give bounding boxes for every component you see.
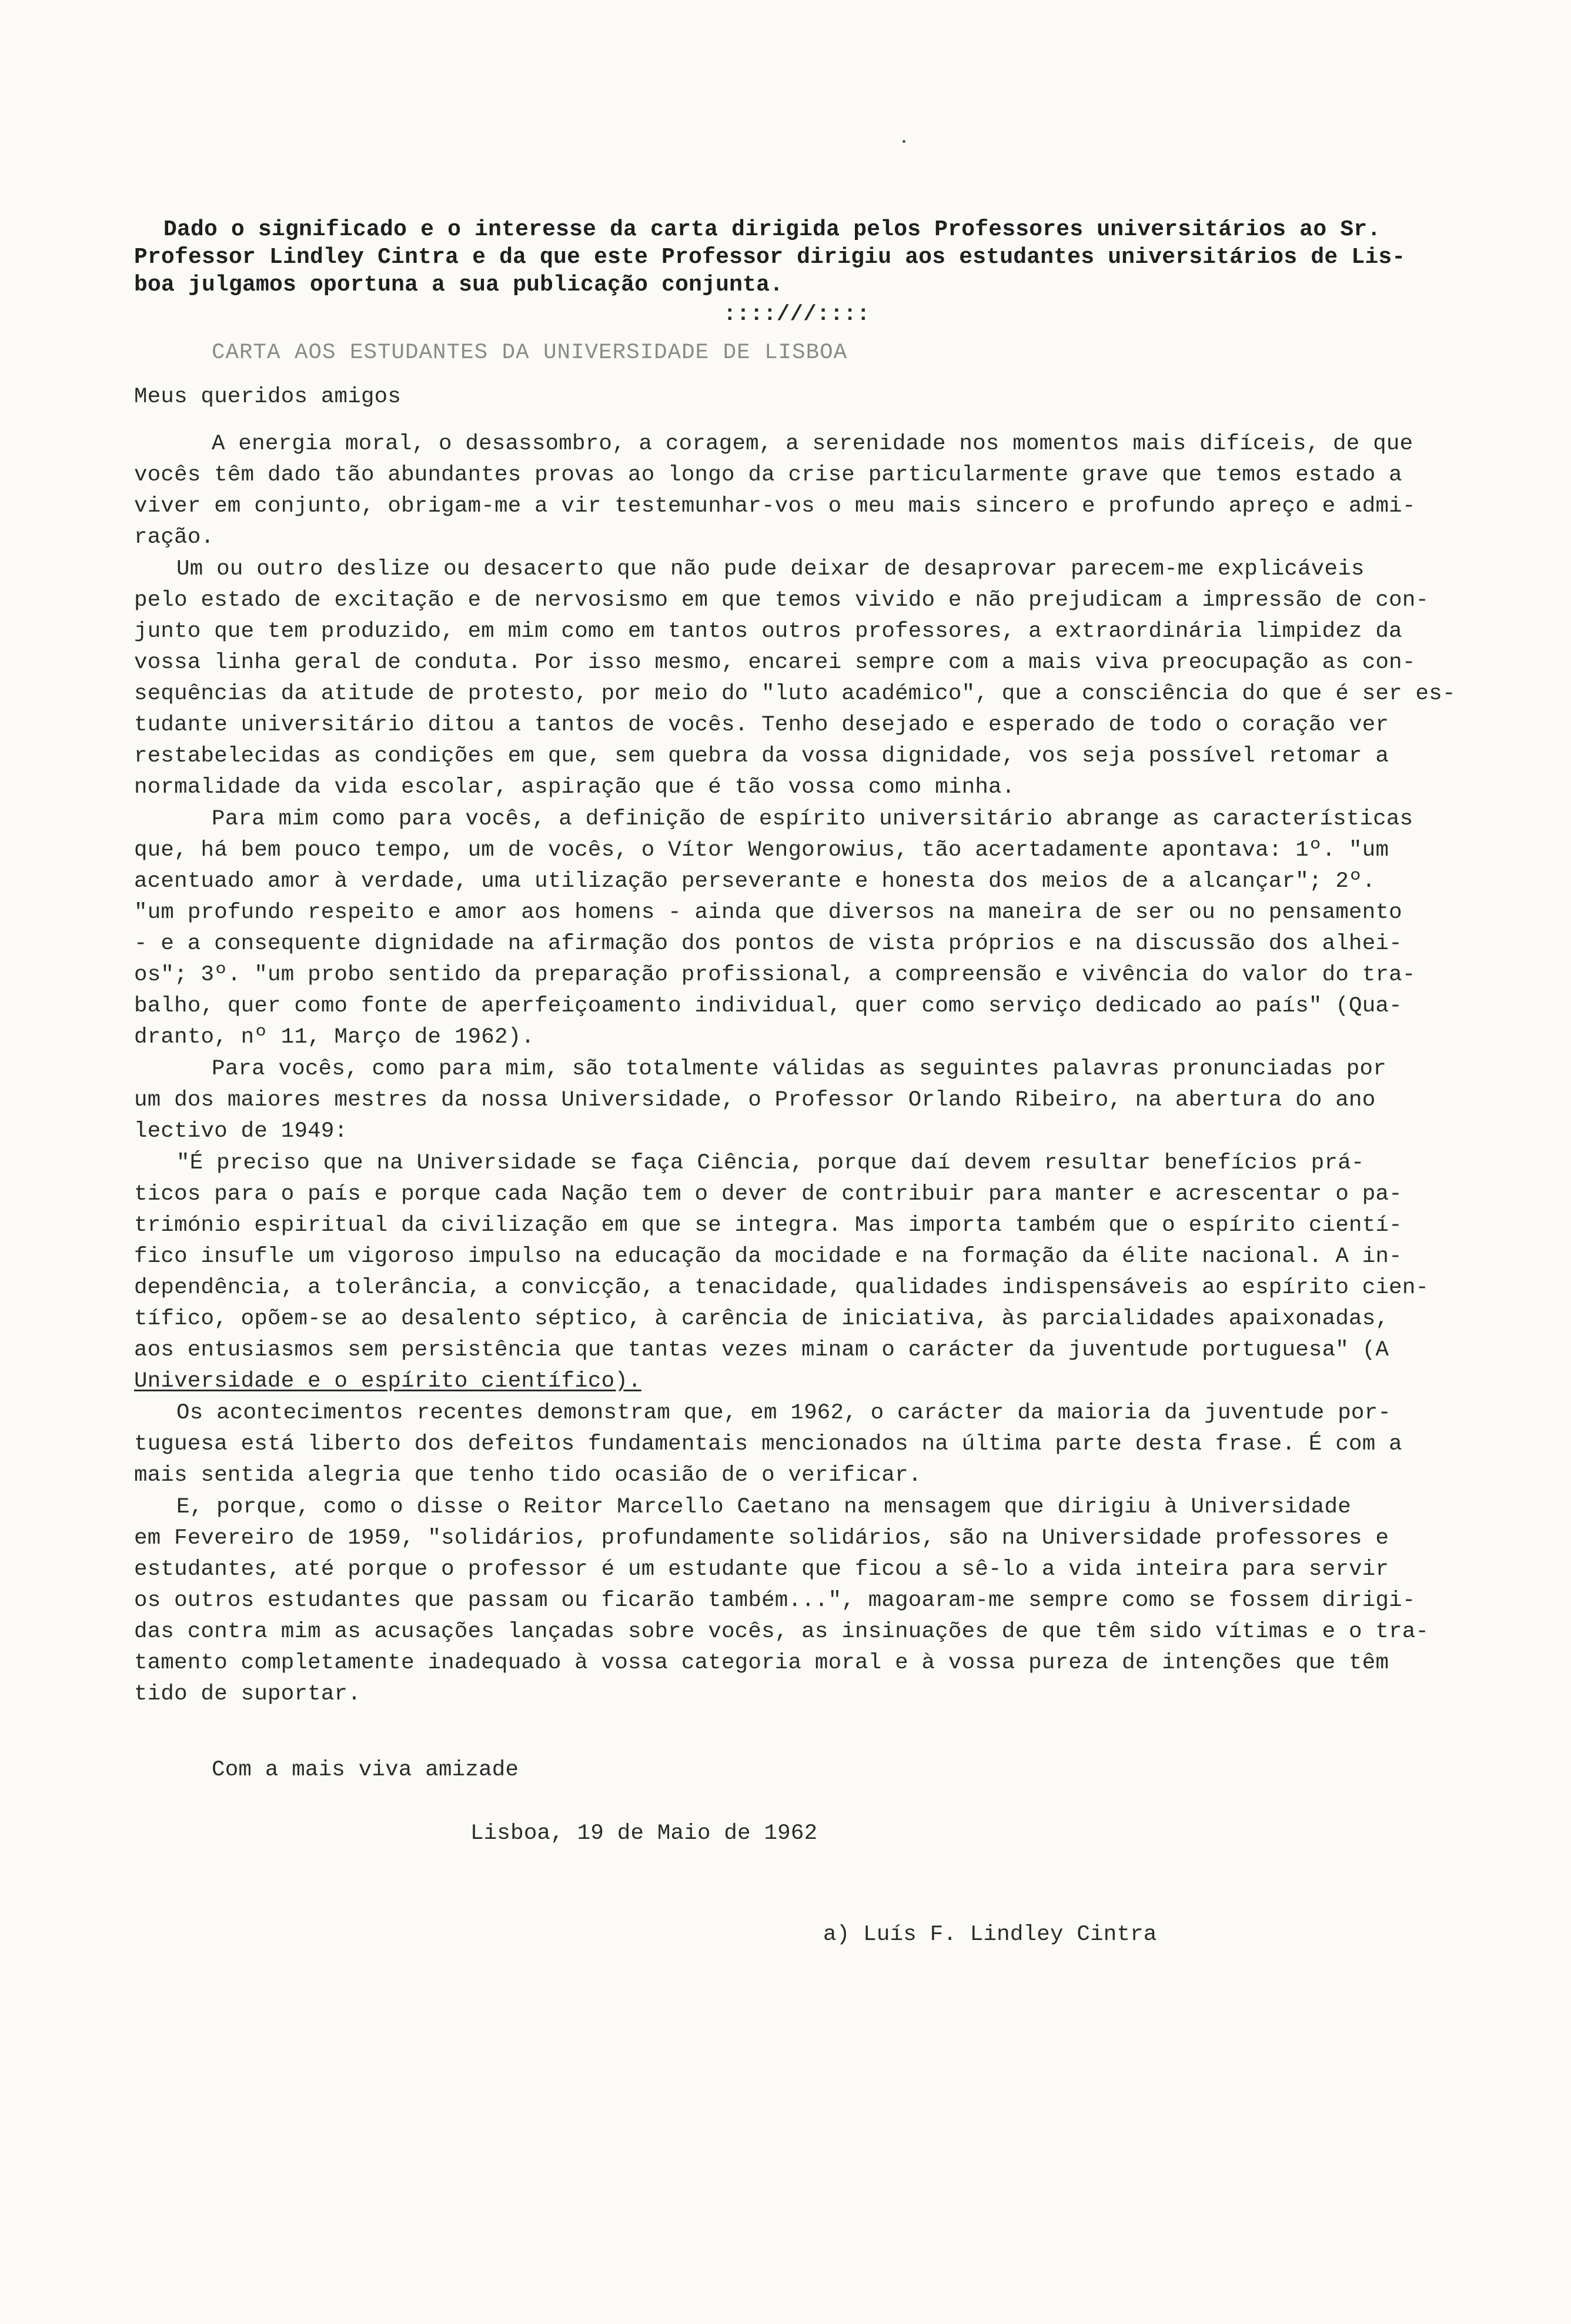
body-line: que, há bem pouco tempo, um de vocês, o Vítor Wengorowius, tão acertadamente apontava: 1º. "um bbox=[134, 838, 1389, 863]
body-line: das contra mim as acusações lançadas sobre vocês, as insinuações de que têm sido vítimas e o tra- bbox=[134, 1620, 1429, 1644]
body-line: ração. bbox=[134, 525, 215, 550]
body-line: restabelecidas as condições em que, sem quebra da vossa dignidade, vos seja possível retomar a bbox=[134, 744, 1389, 769]
quote-line: "É preciso que na Universidade se faça Ciência, porque daí devem resultar benefícios prá- bbox=[176, 1151, 1365, 1176]
place-date: Lisboa, 19 de Maio de 1962 bbox=[470, 1821, 818, 1846]
body-line: um dos maiores mestres da nossa Universidade, o Professor Orlando Ribeiro, na abertura do ano bbox=[134, 1088, 1376, 1113]
body-line: tudante universitário ditou a tantos de vocês. Tenho desejado e esperado de todo o coração ver bbox=[134, 713, 1389, 737]
page-speck bbox=[903, 140, 905, 143]
quote-line: aos entusiasmos sem persistência que tantas vezes minam o carácter da juventude portuguesa" (A bbox=[134, 1338, 1389, 1363]
body-line: pelo estado de excitação e de nervosismo em que temos vivido e não prejudicam a impressão de con- bbox=[134, 588, 1429, 613]
quote-source: Universidade e o espírito científico). bbox=[134, 1369, 641, 1394]
quote-line: fico insufle um vigoroso impulso na educação da mocidade e na formação da élite nacional. A in- bbox=[134, 1244, 1402, 1269]
quote-line: trimónio espiritual da civilização em que se integra. Mas importa também que o espírito cientí- bbox=[134, 1213, 1402, 1238]
body-line: Os acontecimentos recentes demonstram que, em 1962, o carácter da maioria da juventude por- bbox=[176, 1401, 1392, 1425]
body-line: A energia moral, o desassombro, a coragem, a serenidade nos momentos mais difíceis, de que bbox=[212, 432, 1413, 456]
body-line: tamento completamente inadequado à vossa categoria moral e à vossa pureza de intenções que têm bbox=[134, 1651, 1389, 1675]
body-line: balho, quer como fonte de aperfeiçoamento individual, quer como serviço dedicado ao país" (Qua- bbox=[134, 994, 1402, 1019]
body-line: os outros estudantes que passam ou ficarão também...", magoaram-me sempre como se fossem dirigi- bbox=[134, 1588, 1416, 1613]
body-line: tuguesa está liberto dos defeitos fundamentais mencionados na última parte desta frase. É com a bbox=[134, 1432, 1402, 1457]
body-line: estudantes, até porque o professor é um estudante que ficou a sê-lo a vida inteira para servir bbox=[134, 1557, 1389, 1582]
separator: ::::///:::: bbox=[723, 302, 870, 327]
body-line: E, porque, como o disse o Reitor Marcello Caetano na mensagem que dirigiu à Universidade bbox=[176, 1495, 1351, 1520]
body-line: os"; 3º. "um probo sentido da preparação profissional, a compreensão e vivência do valor do tra- bbox=[134, 963, 1416, 987]
body-line: tido de suportar. bbox=[134, 1682, 361, 1707]
body-line: dranto, nº 11, Março de 1962). bbox=[134, 1025, 535, 1050]
body-line: "um profundo respeito e amor aos homens - ainda que diversos na maneira de ser ou no pensamento bbox=[134, 900, 1402, 925]
quote-line: ticos para o país e porque cada Nação tem o dever de contribuir para manter e acrescentar o pa- bbox=[134, 1182, 1402, 1207]
body-line: sequências da atitude de protesto, por meio do "luto académico", que a consciência do que é ser es- bbox=[134, 682, 1456, 706]
quote-line: dependência, a tolerância, a convicção, a tenacidade, qualidades indispensáveis ao espírito cien- bbox=[134, 1275, 1429, 1300]
body-line: - e a consequente dignidade na afirmação dos pontos de vista próprios e na discussão dos alhei- bbox=[134, 931, 1402, 956]
body-line: junto que tem produzido, em mim como em tantos outros professores, a extraordinária limpidez da bbox=[134, 619, 1402, 644]
body-line: Para vocês, como para mim, são totalmente válidas as seguintes palavras pronunciadas por bbox=[212, 1057, 1386, 1081]
signature: a) Luís F. Lindley Cintra bbox=[823, 1922, 1157, 1947]
intro-line-3: boa julgamos oportuna a sua publicação conjunta. bbox=[134, 272, 784, 298]
body-line: normalidade da vida escolar, aspiração que é tão vossa como minha. bbox=[134, 775, 1015, 800]
body-line: Um ou outro deslize ou desacerto que não pude deixar de desaprovar parecem-me explicáveis bbox=[176, 557, 1365, 582]
body-line: acentuado amor à verdade, uma utilização perseverante e honesta dos meios de a alcançar"; 2º. bbox=[134, 869, 1376, 894]
body-line: lectivo de 1949: bbox=[134, 1119, 348, 1144]
body-line: viver em conjunto, obrigam-me a vir testemunhar-vos o meu mais sincero e profundo apreço e admi- bbox=[134, 494, 1416, 519]
body-line: em Fevereiro de 1959, "solidários, profundamente solidários, são na Universidade professores e bbox=[134, 1526, 1389, 1551]
intro-line-1: Dado o significado e o interesse da carta dirigida pelos Professores universitários ao Sr. bbox=[163, 217, 1381, 242]
body-line: Para mim como para vocês, a definição de espírito universitário abrange as características bbox=[212, 807, 1413, 832]
body-line: vocês têm dado tão abundantes provas ao longo da crise particularmente grave que temos estado a bbox=[134, 463, 1402, 487]
body-line: mais sentida alegria que tenho tido ocasião de o verificar. bbox=[134, 1463, 922, 1488]
body-line: vossa linha geral de conduta. Por isso mesmo, encarei sempre com a mais viva preocupação as con- bbox=[134, 650, 1416, 675]
salutation: Meus queridos amigos bbox=[134, 385, 402, 409]
intro-line-2: Professor Lindley Cintra e da que este Professor dirigiu aos estudantes universitários de Lis- bbox=[134, 245, 1406, 270]
quote-line: tífico, opõem-se ao desalento séptico, à carência de iniciativa, às parcialidades apaixonadas, bbox=[134, 1307, 1389, 1331]
closing: Com a mais viva amizade bbox=[212, 1758, 519, 1782]
letter-title: CARTA AOS ESTUDANTES DA UNIVERSIDADE DE LISBOA bbox=[212, 340, 848, 365]
